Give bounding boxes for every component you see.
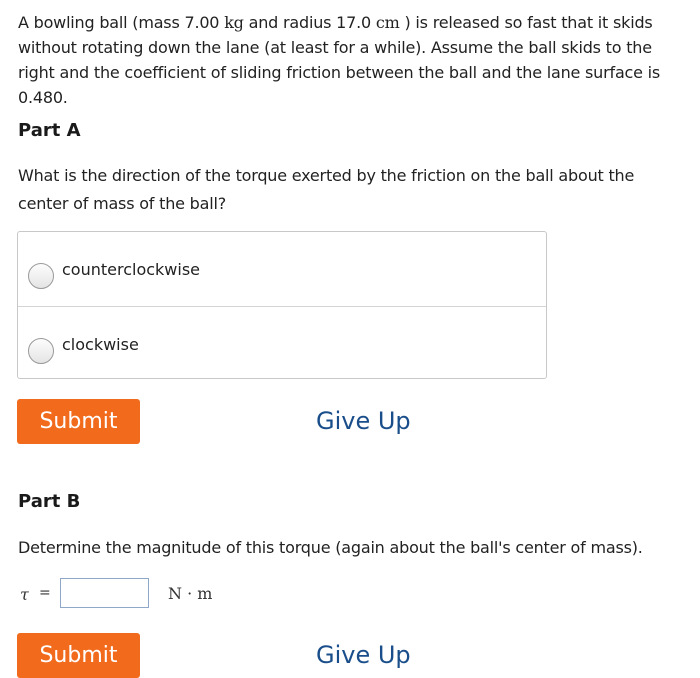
part-b-question: Determine the magnitude of this torque (again about the ball's center of mass). — [18, 538, 643, 557]
part-b-submit-button[interactable]: Submit — [17, 633, 140, 678]
part-b-give-up-link[interactable]: Give Up — [316, 641, 411, 669]
torque-symbol: τ — [20, 585, 29, 604]
answer-choices — [17, 231, 547, 379]
problem-statement — [18, 10, 678, 110]
choice-counterclockwise[interactable] — [18, 232, 546, 306]
mass-unit: kg — [224, 13, 244, 32]
problem-text-part: ) is released so fast that it skids without rotating down the lane (at least for a while). Assume the ball skids to the right and the coefficient of sliding friction between the ball and the lane surface is 0.480. — [18, 13, 661, 107]
radio-button[interactable] — [28, 263, 54, 289]
problem-text-part: A bowling ball (mass 7.00 — [18, 13, 225, 32]
answer-row — [18, 578, 318, 610]
torque-answer-input[interactable] — [60, 578, 149, 608]
choice-label: clockwise — [62, 335, 139, 354]
radius-unit: cm — [375, 13, 400, 32]
torque-unit: N · m — [168, 584, 213, 603]
choice-label: counterclockwise — [62, 260, 201, 279]
equals-sign: = — [39, 585, 51, 601]
part-a-title: Part A — [18, 120, 81, 141]
choice-clockwise[interactable] — [18, 306, 546, 379]
part-a-give-up-link[interactable]: Give Up — [316, 407, 411, 435]
part-a-question: What is the direction of the torque exerted by the friction on the ball about the center of mass of the ball? — [18, 166, 635, 213]
part-b-title: Part B — [18, 491, 81, 512]
radio-button[interactable] — [28, 338, 54, 364]
problem-text-part: and radius 17.0 — [243, 13, 376, 32]
part-a-submit-button[interactable]: Submit — [17, 399, 140, 444]
